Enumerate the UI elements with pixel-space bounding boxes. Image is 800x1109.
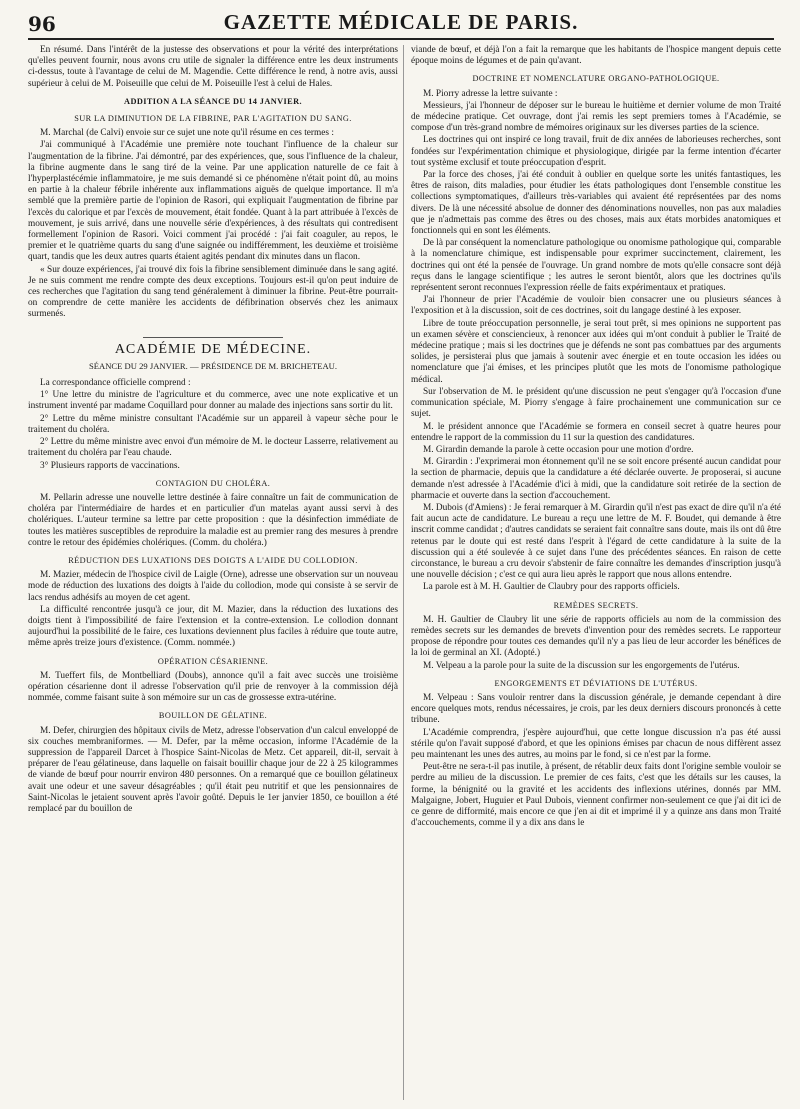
session-heading: SÉANCE DU 29 JANVIER. — PRÉSIDENCE DE M. BRICHETEAU. xyxy=(88,360,338,371)
page-header xyxy=(28,10,774,40)
paragraph: M. Marchal (de Calvi) envoie sur ce sujet une note qu'il résume en ces termes : xyxy=(40,128,334,139)
section-subheading: SUR LA DIMINUTION DE LA FIBRINE, PAR L'AGITATION DU SANG. xyxy=(74,114,352,124)
paragraph: Les doctrines qui ont inspiré ce long travail, fruit de dix années de laborieuses recherches, sont fondées sur l'expérimentation chimique et physiologique, dirigée par la ferme intention d'écarter tout système exclusif et toute préoccupation d'esprit. xyxy=(411,135,781,168)
paragraph: viande de bœuf, et déjà l'on a fait la remarque que les habitants de l'hospice mangent depuis cette époque moins de légumes et de pain qu'avant. xyxy=(411,45,781,67)
column-divider xyxy=(403,45,404,1100)
paragraph: Libre de toute préoccupation personnelle, je serai tout prêt, si mes opinions ne supportent pas un examen sévère et consciencieux, à renoncer aux idées qui m'ont conduit à publier le Traité de médecine pratique ; mais si les doctrines que je défends ne sont pas combattues par des arguments solides, je persisterai plus que jamais à soutenir avec énergie et en toute occasion les idées ou nomenclature que j'ai émises, et les principes plutôt que les mots de l'onomisme pathologique médical. xyxy=(411,318,781,385)
paragraph: En résumé. Dans l'intérêt de la justesse des observations et pour la vérité des interprétations qu'elles peuvent fournir, nous avons cru utile de signaler la différence entre les deux instruments ci-dessus, toute à l'avantage de celui de M. Magendie. Cette différence le rend, à notre avis, aussi supérieur à celui de M. Poiseuille que celui de M. Poiseuille l'est à celui de Hales. xyxy=(28,45,398,89)
paragraph: « Sur douze expériences, j'ai trouvé dix fois la fibrine sensiblement diminuée dans le sang agité. Je ne suis comment me rendre compte des deux exceptions. Toujours est-il qu'on peut induire de ces recherches que l'agitation du sang tend généralement à diminuer la fibrine. Peut-être pourrait-on comprendre de cette manière les accidents de défibrination observés chez les animaux surmenés. xyxy=(28,264,398,320)
section-heading: DOCTRINE ET NOMENCLATURE ORGANO-PATHOLOGIQUE. xyxy=(472,74,720,84)
section-heading: REMÈDES SECRETS. xyxy=(553,600,639,610)
paragraph: M. Piorry adresse la lettre suivante : xyxy=(423,88,558,99)
paragraph: Messieurs, j'ai l'honneur de déposer sur le bureau le huitième et dernier volume de mon Traité de médecine pratique. Cet ouvrage, dont j'ai remis les sept premiers tomes à l'Académie, se compose d'un très-grand nombre de mémoires originaux sur les diverses parties de la science. xyxy=(411,100,781,134)
paragraph: De là par conséquent la nomenclature pathologique ou onomisme pathologique qui, comparable à la nomenclature chimique, est indispensable pour exprimer succinctement, clairement, les doctrines qui ont été la pensée de l'ouvrage. Un grand nombre de mots qu'elle consacre sont déjà reçus dans le langage scientifique ; les autres le seront bientôt, alors que les doctrines qu'ils représentent seront reconnues l'expression réelle de faits expérimentaux et pratiques. xyxy=(411,238,781,294)
list-item: 2° Lettre du même ministre consultant l'Académie sur un appareil à vapeur sèche pour le traitement du choléra. xyxy=(28,413,398,435)
paragraph: J'ai l'honneur de prier l'Académie de vouloir bien consacrer une ou plusieurs séances à l'exposition et à la discussion, soit de ces doctrines, soit du langage destiné à les exposer. xyxy=(411,295,781,317)
paragraph: M. le président annonce que l'Académie se formera en conseil secret à quatre heures pour entendre le rapport de la commission du 11 sur la question des candidatures. xyxy=(411,421,781,443)
list-item: 1° Une lettre du ministre de l'agriculture et du commerce, avec une note explicative et un instrument inventé par madame Coquillard pour donner au malade des injections sans sortir du lit. xyxy=(28,390,398,412)
paragraph: M. Tueffert fils, de Montbelliard (Doubs), annonce qu'il a fait avec succès une troisième opération césarienne dont il adresse l'observation qu'il prie de renvoyer à la commission déjà nommée, comme faisant suite à son mémoire sur un cas de grossesse extra-utérine. xyxy=(28,670,398,704)
section-heading: ADDITION A LA SÉANCE DU 14 JANVIER. xyxy=(124,96,302,106)
paragraph: M. Pellarin adresse une nouvelle lettre destinée à faire connaître un fait de communication de choléra par l'intermédiaire de hardes et en particulier d'un matelas ayant aussi servi à des cholériques. L'auteur termine sa lettre par cette proposition : que la désinfection immédiate de toutes les matières susceptibles de reproduire la maladie est au premier rang des mesures à prendre contre le retour des épidémies cholériques. (Comm. du choléra.) xyxy=(28,492,398,548)
paragraph: La correspondance officielle comprend : xyxy=(40,378,191,389)
section-heading: ENGORGEMENTS ET DÉVIATIONS DE L'UTÉRUS. xyxy=(494,678,698,688)
list-item: 3° Plusieurs rapports de vaccinations. xyxy=(40,460,180,471)
paragraph: M. Defer, chirurgien des hôpitaux civils de Metz, adresse l'observation d'un calcul enveloppé de six couches membraniformes. — M. Defer, par la même occasion, informe l'Académie de la suppression de l'appareil Darcet à l'hospice Saint-Nicolas de Metz. Cet appareil, dit-il, servait à préparer de l'eau gélatineuse, dans laquelle on faisait bouillir chaque jour de 22 à 25 kilogrammes de viande de bœuf pour nourrir environ 480 personnes. On a remarqué que ce bouillon gélatineux avait une odeur et une saveur désagréables ; qu'il était peu nutritif et que les pensionnaires de Saint-Nicolas le jetaient souvent après l'avoir goûté. Depuis le 1er janvier 1850, ce bouillon a été remplacé par du bouillon de xyxy=(28,725,398,814)
paragraph: Par la force des choses, j'ai été conduit à oublier en quelque sorte les unités fantastiques, les êtres de raison, dits maladies, pour étudier les états pathologiques dont l'ensemble constitue les collections symptomatiques, d'ailleurs très-variables qui avaient été représentées par des noms divers. De là une nécessité absolue de donner des dénominations nouvelles, non pas aux maladies que je n'admettais pas comme des êtres ou des choses, mais aux états morbides anatomiques et fonctionnels qui en sont les éléments. xyxy=(411,170,781,237)
left-column xyxy=(28,45,398,1100)
academy-title: ACADÉMIE DE MÉDECINE. xyxy=(114,341,312,357)
divider-rule xyxy=(143,337,283,338)
list-item: 2° Lettre du même ministre avec envoi d'un mémoire de M. le docteur Lasserre, relativement au traitement du choléra par l'eau chaude. xyxy=(28,437,398,459)
paragraph: M. Velpeau a la parole pour la suite de la discussion sur les engorgements de l'utérus. xyxy=(423,660,740,671)
paragraph: M. Velpeau : Sans vouloir rentrer dans la discussion générale, je demande cependant à dire encore quelques mots, rendus nécessaires, je crois, par les deux derniers discours prononcés à cette tribune. xyxy=(411,692,781,726)
paragraph: M. Mazier, médecin de l'hospice civil de Laigle (Orne), adresse une observation sur un nouveau mode de réduction des luxations des doigts à l'aide du collodion, mode qui consiste à se servir de lacs rendus adhésifs au moyen de cet agent. xyxy=(28,570,398,603)
page-number: 96 xyxy=(28,12,56,36)
paragraph: M. H. Gaultier de Claubry lit une série de rapports officiels au nom de la commission des remèdes secrets sur les demandes de brevets d'invention pour des remèdes secrets. Le rapporteur propose de répondre pour toutes ces demandes qu'il n'y a pas lieu de leur accorder les bénéfices de la loi de germinal an XI. (Adopté.) xyxy=(411,614,781,659)
section-heading: CONTAGION DU CHOLÉRA. xyxy=(155,478,271,488)
paragraph: Peut-être ne sera-t-il pas inutile, à présent, de rétablir deux faits dont l'origine semble vouloir se perdre au milieu de la discussion. Le premier de ces faits, c'est que les détails sur les causes, la forme, la bénignité ou la gravité et les accidents des inflexions utérines, donnés par MM. Malgaigne, Jobert, Huguier et Paul Dubois, viennent confirmer non-seulement ce que j'ai dit ici de ce genre de difformité, mais encore ce que j'en ai dit et imprimé il y a quinze ans dans mon Traité d'accouchements, comme il y a dix ans dans le xyxy=(411,762,781,829)
paragraph: J'ai communiqué à l'Académie une première note touchant l'influence de la chaleur sur l'augmentation de la fibrine. J'ai démontré, par des expériences, que, sous l'influence de la chaleur, la fibrine augmente dans le sang tiré de la veine. Par une application naturelle de ce fait à l'hyperplastécémie inflammatoire, je me suis demandé si ce phénomène n'était point dû, au moins en partie à la chaleur fébrile inhérente aux inflammations aiguës de quelque importance. Il m'a semblé que la première partie de l'opinion de Rasori, qui expliquait l'augmentation de fibrine par l'excès du calorique et par l'excès de mouvement, était fondée. Quant à la part attribuée à l'excès de mouvement, je suis arrivé, dans une nouvelle série d'expériences, à des résultats qui contredisent formellement l'opinion de Rasori. Voici comment j'ai procédé : j'ai fait coaguler, au repos, le premier et le quatrième quarts du sang d'une saignée ou indifféremment, les deuxième et troisième quart, tandis que les deux autres quarts étaient agités pendant dix minutes dans un flacon. xyxy=(28,140,398,263)
paragraph: M. Dubois (d'Amiens) : Je ferai remarquer à M. Girardin qu'il n'est pas exact de dire qu'il n'a été fait aucun acte de candidature. Le bureau a reçu une lettre de M. F. Boudet, qui demande à être inscrit comme candidat ; d'autres candidats se seraient fait connaître sans doute, mais ils ont dû être retenus par le doute qui est resté dans l'esprit à l'égard de cette candidature à la suite de la discussion qui a été soulevée à ce sujet dans l'une des précédentes séances. En raison de cette circonstance, le bureau a cru devoir s'abstenir de faire connaître les demandes d'inscription jusqu'à une nouvelle décision ; c'est ce qui aura lieu après le rapport que nous allons entendre. xyxy=(411,502,781,581)
section-heading: OPÉRATION CÉSARIENNE. xyxy=(157,656,269,666)
paragraph: L'Académie comprendra, j'espère aujourd'hui, que cette longue discussion n'a pas été aussi stérile qu'on l'avait supposé d'abord, et que les opinions émises par chacun de nous diffèrent assez peu maintenant les unes des autres, au moins par le fond, si ce n'est par la forme. xyxy=(411,727,781,760)
paragraph: La difficulté rencontrée jusqu'à ce jour, dit M. Mazier, dans la réduction des luxations des doigts tient à l'impossibilité de faire l'extension et la contre-extension. Le collodion donnant aujourd'hui la possibilité de le faire, ces luxations deviennent plus faciles à réduire que toute autre, même après treize jours d'existence. (Comm. nommée.) xyxy=(28,604,398,649)
paragraph: La parole est à M. H. Gaultier de Claubry pour des rapports officiels. xyxy=(423,582,680,593)
paragraph: M. Girardin demande la parole à cette occasion pour une motion d'ordre. xyxy=(423,444,694,455)
paragraph: Sur l'observation de M. le président qu'une discussion ne peut s'engager qu'à l'occasion d'une communication spéciale, M. Piorry s'engage à faire prochainement une communication sur ce sujet. xyxy=(411,386,781,420)
paragraph: M. Girardin : J'exprimerai mon étonnement qu'il ne se soit encore présenté aucun candidat pour la section de pharmacie, depuis que la candidature a été déclarée ouverte. Je proposerai, si aucune demande n'est adressée à l'Académie d'ici à midi, que la candidature soit retirée de la section de pharmacie et ouverte dans la section d'accouchement. xyxy=(411,457,781,501)
masthead-title: GAZETTE MÉDICALE DE PARIS. xyxy=(223,10,579,34)
section-heading: BOUILLON DE GÉLATINE. xyxy=(158,711,268,721)
right-column xyxy=(411,45,781,1100)
section-heading: RÉDUCTION DES LUXATIONS DES DOIGTS A L'AIDE DU COLLODION. xyxy=(68,555,358,565)
